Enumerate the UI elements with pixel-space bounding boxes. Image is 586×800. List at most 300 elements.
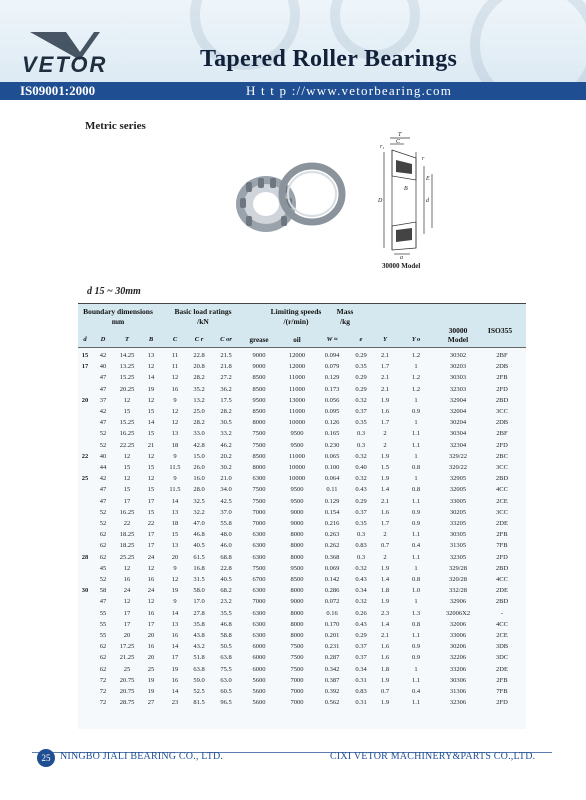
table-cell: 62	[99, 531, 107, 539]
table-cell: 0.29	[355, 385, 367, 393]
table-cell: 13	[171, 508, 179, 516]
table-cell: 9000	[290, 598, 304, 606]
range-label: d 15 ~ 30mm	[87, 286, 141, 297]
table-cell: 12	[147, 363, 155, 371]
table-row	[78, 641, 526, 652]
table-cell: 8000	[252, 464, 266, 471]
table-cell: 0.173	[324, 385, 340, 393]
table-cell: 6000	[252, 654, 266, 662]
table-cell: 24	[147, 553, 155, 561]
table-cell: 72	[99, 688, 107, 695]
table-cell: 1.2	[411, 374, 421, 382]
table-row	[78, 630, 526, 641]
table-cell: 0.32	[355, 452, 367, 460]
label-E: E	[426, 176, 430, 182]
table-cell: 33005	[449, 497, 467, 505]
table-cell: 15	[147, 486, 155, 494]
table-cell: 13	[147, 352, 155, 359]
table-cell: 11	[171, 352, 179, 359]
table-cell: 52.5	[193, 688, 205, 695]
table-cell: 1.7	[380, 520, 390, 527]
table-cell: 9500	[290, 497, 304, 505]
table-cell: 21.25	[119, 654, 135, 662]
table-cell: 2.1	[380, 352, 390, 359]
diagram-caption: 30000 Model	[382, 262, 421, 270]
table-cell: 16	[147, 576, 155, 583]
table-cell: -	[500, 609, 504, 617]
table-cell	[78, 596, 92, 607]
table-cell: 1.1	[411, 531, 421, 539]
table-cell: 2BD	[495, 475, 509, 483]
table-cell: 18.25	[119, 531, 135, 539]
table-cell: 19	[171, 665, 179, 673]
table-cell: 0.9	[411, 508, 421, 516]
table-cell: 0.262	[324, 542, 340, 550]
table-cell: 0.3	[356, 531, 366, 539]
table-cell: 32306	[449, 699, 467, 707]
table-cell	[78, 652, 92, 663]
table-cell: 2.1	[380, 374, 390, 382]
table-cell: 11000	[288, 408, 305, 415]
table-cell	[78, 440, 92, 451]
table-cell: 0.126	[324, 419, 340, 427]
table-cell: 2FB	[496, 531, 508, 539]
table-cell: 20	[147, 632, 155, 639]
table-cell: 0.216	[324, 520, 340, 527]
table-cell: 0.32	[355, 598, 367, 606]
column-header: B	[148, 336, 154, 343]
table-cell: 17	[147, 620, 155, 628]
table-cell: 0.29	[355, 374, 367, 382]
table-cell: 1	[414, 363, 418, 371]
table-cell: 2	[383, 531, 387, 539]
table-cell: 2FD	[496, 553, 508, 561]
table-cell	[78, 507, 92, 518]
table-cell: 2	[383, 441, 387, 449]
table-cell: 52	[99, 430, 107, 438]
table-cell: 0.072	[324, 598, 340, 606]
table-cell: 68.8	[220, 553, 232, 561]
table-cell: 2BD	[495, 396, 509, 404]
table-cell: 14	[171, 643, 179, 651]
table-cell: 12	[123, 598, 131, 606]
table-cell: 22	[81, 452, 89, 460]
table-cell: 8000	[290, 542, 304, 550]
table-cell: 32206	[449, 654, 467, 662]
table-cell: 20.2	[220, 452, 232, 460]
table-cell: 2.1	[380, 632, 390, 639]
table-cell: 9500	[290, 430, 304, 438]
table-cell: 0.7	[380, 542, 390, 550]
table-cell: 20.25	[119, 385, 135, 393]
table-cell: 1.6	[380, 643, 390, 651]
table-cell: 3DC	[495, 654, 509, 662]
table-row	[78, 652, 526, 663]
table-cell: 30303	[449, 374, 467, 382]
table-cell: 2.1	[380, 385, 390, 393]
table-cell: 13.25	[119, 363, 135, 371]
table-row	[78, 507, 526, 518]
table-cell: 30204	[449, 419, 467, 427]
table-cell: 0.34	[355, 587, 367, 595]
table-cell: 40	[99, 363, 107, 371]
column-header: C	[172, 336, 178, 343]
table-cell: 0.129	[324, 374, 340, 382]
table-row	[78, 664, 526, 675]
table-cell: 22.8	[193, 352, 205, 359]
table-cell: 12	[171, 576, 179, 583]
table-cell: 15	[171, 531, 179, 539]
table-cell: 17	[171, 654, 179, 662]
table-row	[78, 529, 526, 540]
section-title: Metric series	[85, 120, 146, 132]
table-cell: 0.31	[355, 699, 367, 707]
table-cell: 2BD	[495, 598, 509, 606]
table-cell: 12000	[288, 352, 306, 359]
page-title: Tapered Roller Bearings	[200, 46, 458, 72]
table-cell: 2.3	[380, 609, 390, 617]
table-cell	[78, 675, 92, 686]
table-cell: 16.0	[193, 475, 205, 483]
table-cell: 12	[171, 408, 179, 415]
table-cell	[78, 619, 92, 630]
table-cell: 0.9	[411, 520, 421, 527]
table-cell: 0.31	[355, 676, 367, 684]
table-cell: 4CC	[496, 486, 508, 494]
table-cell: 6300	[252, 531, 266, 539]
table-row	[78, 462, 526, 473]
table-cell: 9	[173, 598, 177, 606]
table-cell: 0.43	[355, 576, 367, 583]
table-cell: 27.8	[193, 609, 205, 617]
table-cell: 0.3	[356, 553, 366, 561]
header-boundary-unit: mm	[111, 317, 125, 326]
table-cell: 2DE	[496, 520, 508, 527]
table-cell: 6000	[252, 643, 266, 651]
table-cell: 1.1	[411, 497, 421, 505]
table-cell: 20	[147, 654, 155, 662]
table-cell: 332/28	[448, 587, 468, 595]
table-cell: 0.079	[324, 363, 340, 371]
table-cell: 31.5	[193, 576, 205, 583]
table-cell: 6300	[252, 609, 266, 617]
table-cell: 17.25	[119, 643, 135, 651]
column-header: Y o	[411, 336, 421, 343]
table-cell: 3DB	[495, 643, 509, 651]
table-row	[78, 540, 526, 551]
table-cell: 62	[99, 654, 107, 662]
table-cell: 22	[123, 520, 131, 527]
table-cell: 5600	[252, 699, 266, 707]
table-cell: 0.201	[324, 632, 340, 639]
table-cell: 8000	[290, 609, 304, 617]
table-cell: 20.8	[193, 363, 205, 371]
table-cell: 18.25	[119, 542, 135, 550]
table-body	[78, 348, 526, 729]
table-row	[78, 428, 526, 439]
table-cell: 7500	[252, 430, 266, 438]
table-cell: 0.29	[355, 352, 367, 359]
table-cell: 2DB	[495, 363, 509, 371]
table-cell: 24	[147, 587, 155, 595]
table-cell: 9500	[290, 441, 304, 449]
table-cell: 4CC	[496, 620, 508, 628]
table-cell: 320/28	[448, 576, 468, 583]
table-cell: 47	[99, 374, 107, 382]
table-cell: 0.26	[355, 609, 367, 617]
table-cell: 0.16	[326, 609, 338, 617]
table-cell: 32006X2	[445, 609, 471, 617]
table-cell: 13	[171, 430, 179, 438]
table-cell: 0.129	[324, 497, 340, 505]
table-cell: 7000	[290, 688, 304, 695]
table-cell: 96.5	[220, 699, 232, 707]
table-cell: 42	[99, 352, 107, 359]
table-cell: 2.1	[380, 497, 390, 505]
header-speed-unit: /(r/min)	[283, 317, 309, 326]
table-cell: 16	[171, 385, 179, 393]
table-cell: 13000	[288, 396, 306, 404]
table-cell: 37	[99, 396, 107, 404]
bearing-cross-section-diagram	[366, 130, 446, 260]
table-cell: 25.25	[119, 553, 135, 561]
header-mass: Mass	[336, 307, 354, 316]
table-cell: 0.286	[324, 587, 340, 595]
table-cell: 25.0	[193, 408, 205, 415]
table-cell: 0.8	[411, 464, 421, 471]
label-C: C	[396, 139, 401, 145]
table-cell: 0.230	[324, 441, 340, 449]
table-cell: 0.165	[324, 430, 340, 438]
table-cell: 8500	[252, 385, 266, 393]
column-header: grease	[249, 336, 269, 344]
table-cell: 0.342	[324, 665, 340, 673]
table-cell: 1.1	[411, 553, 421, 561]
table-cell: 21.8	[220, 363, 232, 371]
table-cell: 0.83	[355, 542, 367, 550]
table-cell: 1.1	[411, 632, 421, 639]
column-header: d	[83, 336, 87, 343]
table-cell: 26.0	[193, 464, 205, 471]
table-cell: 7000	[252, 598, 266, 606]
table-cell: 1.7	[380, 419, 390, 427]
table-cell: 9000	[290, 520, 304, 527]
table-cell: 1.8	[380, 587, 390, 595]
table-cell: 19	[147, 385, 155, 393]
table-cell: 2FD	[496, 385, 508, 393]
table-cell: 28.2	[193, 374, 205, 382]
table-row	[78, 585, 526, 596]
table-cell: 55	[99, 632, 107, 639]
table-cell: 0.32	[355, 396, 367, 404]
table-cell	[78, 428, 92, 439]
table-cell: 32005	[449, 486, 467, 494]
table-cell: 7500	[290, 654, 304, 662]
table-cell: 17.0	[193, 598, 205, 606]
table-cell: 2	[383, 430, 387, 438]
table-cell: 9500	[252, 396, 266, 404]
header-load-unit: /kN	[197, 317, 209, 326]
table-cell: 2FD	[496, 699, 508, 707]
table-cell	[78, 641, 92, 652]
table-cell: 8500	[252, 452, 266, 460]
table-row	[78, 619, 526, 630]
table-cell: 1.1	[411, 430, 421, 438]
table-cell	[78, 664, 92, 675]
table-cell: 1.9	[380, 564, 390, 572]
table-cell: 47.0	[193, 520, 205, 527]
table-cell: 9	[173, 396, 177, 404]
table-cell: 4CC	[496, 576, 508, 583]
table-row	[78, 608, 526, 619]
table-cell: 0.35	[355, 363, 367, 371]
table-cell: 2BC	[496, 452, 508, 460]
table-cell: 72	[99, 699, 107, 707]
table-cell: 1	[414, 419, 418, 427]
table-cell: 0.43	[355, 486, 367, 494]
table-cell: 28.75	[119, 699, 135, 707]
table-cell: 15	[147, 408, 155, 415]
table-cell: 0.37	[355, 508, 367, 516]
table-cell: 8500	[252, 374, 266, 382]
table-cell: 22	[147, 520, 155, 527]
table-cell: 0.29	[355, 497, 367, 505]
table-cell: 2DB	[495, 419, 509, 427]
table-cell: 12	[147, 452, 155, 460]
table-cell: 2DE	[496, 665, 508, 673]
table-cell: 16	[147, 643, 155, 651]
table-cell: 0.170	[324, 620, 340, 628]
table-cell: 9	[173, 452, 177, 460]
table-cell: 30304	[449, 430, 467, 438]
label-r: r	[422, 156, 425, 162]
table-cell: 13	[171, 620, 179, 628]
label-a: a	[400, 255, 403, 260]
table-cell: 8500	[252, 408, 266, 415]
vetor-logo	[20, 30, 140, 74]
table-cell: 1.1	[411, 441, 421, 449]
table-cell	[78, 462, 92, 473]
table-cell: 17	[123, 620, 131, 628]
table-cell: 3CC	[496, 508, 508, 516]
table-cell: 58	[99, 587, 107, 595]
table-cell: 0.100	[324, 464, 340, 471]
table-cell: 20	[123, 632, 131, 639]
table-cell: 12	[147, 598, 155, 606]
table-cell: 7500	[252, 486, 266, 494]
table-cell: 6300	[252, 587, 266, 595]
table-cell: 42.5	[220, 497, 232, 505]
table-cell	[78, 529, 92, 540]
table-cell: 32.5	[193, 497, 205, 505]
page-number: 25	[37, 749, 55, 767]
table-cell: 17	[123, 609, 131, 617]
table-cell: 44	[99, 464, 107, 471]
table-cell: 30306	[449, 676, 467, 684]
table-row	[78, 417, 526, 428]
table-cell: 28.0	[193, 486, 205, 494]
table-cell: 1.1	[411, 699, 421, 707]
table-cell: 2DE	[496, 587, 508, 595]
table-cell: 32.2	[193, 508, 205, 516]
table-cell: 0.35	[355, 419, 367, 427]
table-cell: 14	[147, 419, 155, 427]
table-cell: 0.392	[324, 688, 340, 695]
table-cell: 11	[171, 363, 179, 371]
table-cell: 9000	[252, 363, 266, 371]
label-B: B	[404, 186, 408, 192]
table-cell	[78, 563, 92, 574]
label-r1: r₁	[380, 144, 385, 150]
table-cell	[78, 608, 92, 619]
table-cell: 11000	[288, 385, 305, 393]
header-load: Basic load ratings	[174, 307, 232, 316]
column-header: C r	[194, 336, 204, 343]
table-cell: 32905	[449, 475, 467, 483]
table-cell: 18	[171, 520, 179, 527]
table-row	[78, 552, 526, 563]
table-cell: 58.0	[193, 587, 205, 595]
column-header: D	[100, 336, 106, 343]
table-cell: 16	[171, 676, 179, 684]
table-cell: 20	[171, 553, 179, 561]
table-cell: 12	[171, 419, 179, 427]
table-cell: 47	[99, 385, 107, 393]
table-cell: 1	[414, 564, 418, 572]
table-cell: 25	[123, 665, 131, 673]
table-cell: 40	[99, 452, 107, 460]
table-row	[78, 451, 526, 462]
table-cell: 28.2	[220, 408, 232, 415]
table-cell: 33.0	[193, 430, 205, 438]
table-cell: 24	[123, 587, 131, 595]
table-cell: 30.5	[220, 419, 232, 427]
table-cell: 7000	[252, 508, 266, 516]
table-cell: 62	[99, 665, 107, 673]
table-cell: 12	[123, 396, 131, 404]
table-cell: 42	[99, 408, 107, 415]
table-cell: 33206	[449, 665, 467, 673]
table-cell: 45	[99, 564, 107, 572]
column-header: Y	[383, 336, 387, 343]
header-boundary: Boundary dimensions	[83, 307, 153, 316]
table-cell: 13.2	[193, 396, 205, 404]
table-cell: 2	[383, 553, 387, 561]
table-cell: 10000	[288, 475, 306, 483]
table-cell: 1.7	[380, 363, 390, 371]
table-cell: 22.8	[220, 564, 232, 572]
table-cell: 15	[123, 486, 131, 494]
table-cell: 0.095	[324, 408, 340, 415]
table-cell: 32305	[449, 553, 467, 561]
table-cell: 0.094	[324, 352, 340, 359]
table-cell: 81.5	[193, 699, 205, 707]
table-cell: 7000	[290, 699, 304, 707]
column-header: T	[125, 336, 129, 343]
table-cell: 0.29	[355, 632, 367, 639]
table-cell: 16	[147, 609, 155, 617]
footer-company-right: CIXI VETOR MACHINERY&PARTS CO.,LTD.	[330, 751, 536, 762]
table-cell: 17	[147, 531, 155, 539]
table-cell: 75.5	[220, 665, 232, 673]
table-cell: 5600	[252, 676, 266, 684]
table-cell: 7500	[290, 643, 304, 651]
table-cell: 21.5	[220, 352, 232, 359]
table-cell: 30	[81, 587, 89, 595]
table-cell: 16.8	[193, 564, 205, 572]
table-cell: 43.2	[193, 643, 205, 651]
table-cell: 1.9	[380, 598, 390, 606]
